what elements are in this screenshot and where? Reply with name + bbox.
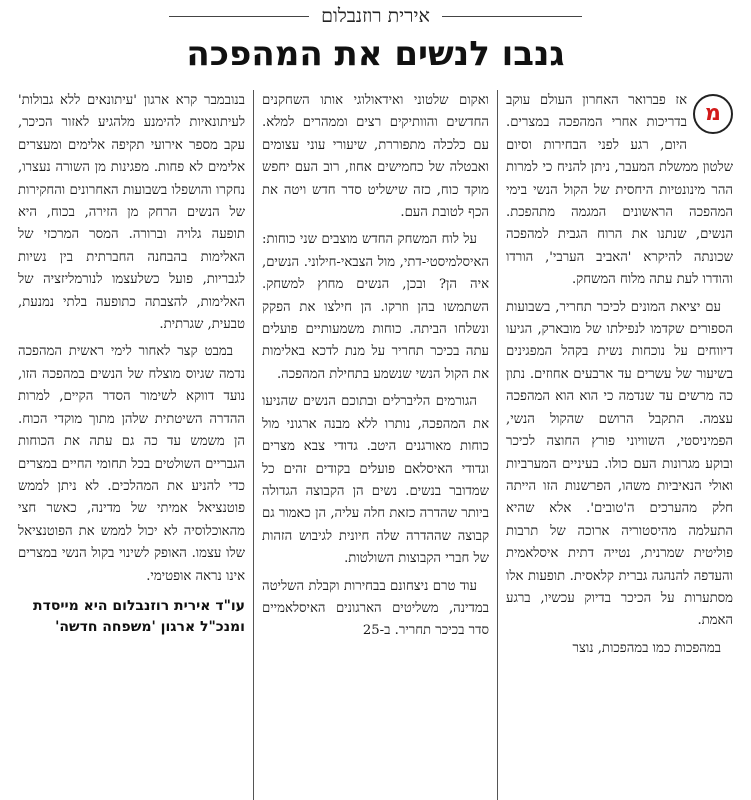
paragraph: במהפכות כמו במהפכות, נוצר — [572, 640, 721, 656]
column-2 — [253, 90, 497, 800]
paragraph: עם יציאת המונים לכיכר תחריר, בשבועות הספורים שקדמו לנפילתו של מובארק, הגיעו דיווחים על נוכחות נשית בקהל המפגינים בשיעור של עשרים עד ארבעים אחוזים. נתון כה מרשים עד שנדמה כי הוא הוא המהפכה עצמה. התקבל הרושם שהקול הנשי, הפמיניסטי, השוויוני פורץ החוצה לכיכר ובוקע מגרונות העם כולו. בעיניים המערביות ואולי הנאיביות משהו, הפרשנות הזו הייתה חלק מהערכים ה'טובים'. אלא שהיא התעלמה מהיסטוריה ארוכה של תרבות פוליטית שמרנית, נטייה דתית איסלאמית והעדפה להנהגה גברית קלאסית. תופעות אלו מסתערות על הכיכר בדיוק עכשיו, ברגע האמת. — [506, 299, 733, 629]
paragraph: אז פברואר האחרון העולם עוקב בדריכות אחרי המהפכה במצרים. היום, רגע לפני הבחירות וסיום שלטון ממשלת המעבר, ניתן להניח כי למרות ההר מינונטיות היחסית של הקול הנשי בימי המהפכה הראשונים המגמה מתהפכת. הנשים, שנתנו את הרוח הגבית למהפכה שכונתה להיקרא 'האביב הערבי', הורדו והודרו לעת עתה מלוח המשחק. — [506, 93, 733, 288]
drop-cap-logo: מ — [693, 94, 733, 134]
paragraph: בנובמבר קרא ארגון 'עיתונאים ללא גבולות' לעיתונאיות להימנע מלהגיע לאזור הכיכר, עקב מספר אירועי תקיפה אלימים ומעצרים אלימים לא פחות. מפגינות מן השורה נעצרו, נחקרו והושפלו בשבועות האחרונים והחקירות של הנשים הרחק מן הזירה, בכוח, היא תופעה גלויה וברורה. המסר המרכזי של האלימות בהבחנה החברתית בין נשיות לגבריות, פועל כשלעצמו לנורמליזציה של האלימות, להצבתה כתופעה בלתי נמנעת, טבעית, שגרתית. — [18, 93, 245, 333]
headline: גנבו לנשים את המהפכה — [186, 34, 565, 74]
column-3 — [10, 90, 253, 800]
author-name: אירית רוזנבלום — [321, 4, 430, 27]
byline-rule-right — [442, 16, 582, 17]
paragraph: עוד טרם ניצחונם בבחירות וקבלת השליטה במדינה, משליטים הארגונים האיסלאמיים סדר בכיכר תחריר. ב-25 — [262, 578, 489, 639]
byline-rule-left — [169, 16, 309, 17]
byline — [0, 4, 751, 28]
paragraph: הגורמים הליברלים ובתוכם הנשים שהניעו את המהפכה, נותרו ללא מבנה ארגוני מול כוחות מאורגנים היטב. גדודי צבא מצרים וגדודי האיסלאם פועלים בקודים זהים כל שמדובר בנשים. נשים הן הקבוצה הגדולה ביותר שהדרה כזאת חלה עליה, הן כאמור גם קבוצה שההדרה שלה חיונית לגיבוש הזהות של חברי הקבוצות השולטות. — [262, 394, 489, 567]
paragraph: ואקום שלטוני ואידאולוגי אותו השחקנים החדשים והוותיקים רצים וממהרים למלא. עם כלכלה מתפוררת, שיעורי עוני עצומים ואבטלה של כחמישים אחוז, רוב העם יחפש מוקד כוח, כזה שישליט סדר חדש ויטה את הכף לטובת העם. — [262, 93, 489, 221]
column-1 — [497, 90, 741, 800]
author-bio: עו"ד אירית רוזנבלום היא מייסדת ומנכ"ל ארגון 'משפחה חדשה' — [33, 597, 245, 635]
paragraph: על לוח המשחק החדש מוצבים שני כוחות: האיסלמיסטי-דתי, מול הצבאי-חילוני. הנשים, איה הן? ובכן, הנשים מחוץ למשחק. השתמשו בהן וזרקו. הן חילצו את הפקק ונשלחו הביתה. כוחות משמעותיים פועלים עתה בכיכר תחריר על מנת לדכא באלימות את הקול הנשי שנשמע בתחילת המהפכה. — [262, 232, 489, 382]
article-body — [10, 90, 741, 800]
paragraph: במבט קצר לאחור לימי ראשית המהפכה נדמה שגיוס מוצלח של הנשים במהפכה הזו, נועד דווקא לשימור הסדר הקיים, למרות ההדרה השיטתית שלהן מתוך מוקדי הכוח. הן משמש עד כה גם עתה את הכוחות הגבריים השולטים בכל תחומי החיים במצרים כדי להניע את המהלכים. לא ניתן לממש פוטנציאל אמיתי של מדינה, כאשר חצי מהאוכלוסיה לא יכול לממש את הפוטנציאל שלו עצמו. האופק לשינוי בקול הנשי במצרים אינו נראה אופטימי. — [18, 344, 245, 584]
